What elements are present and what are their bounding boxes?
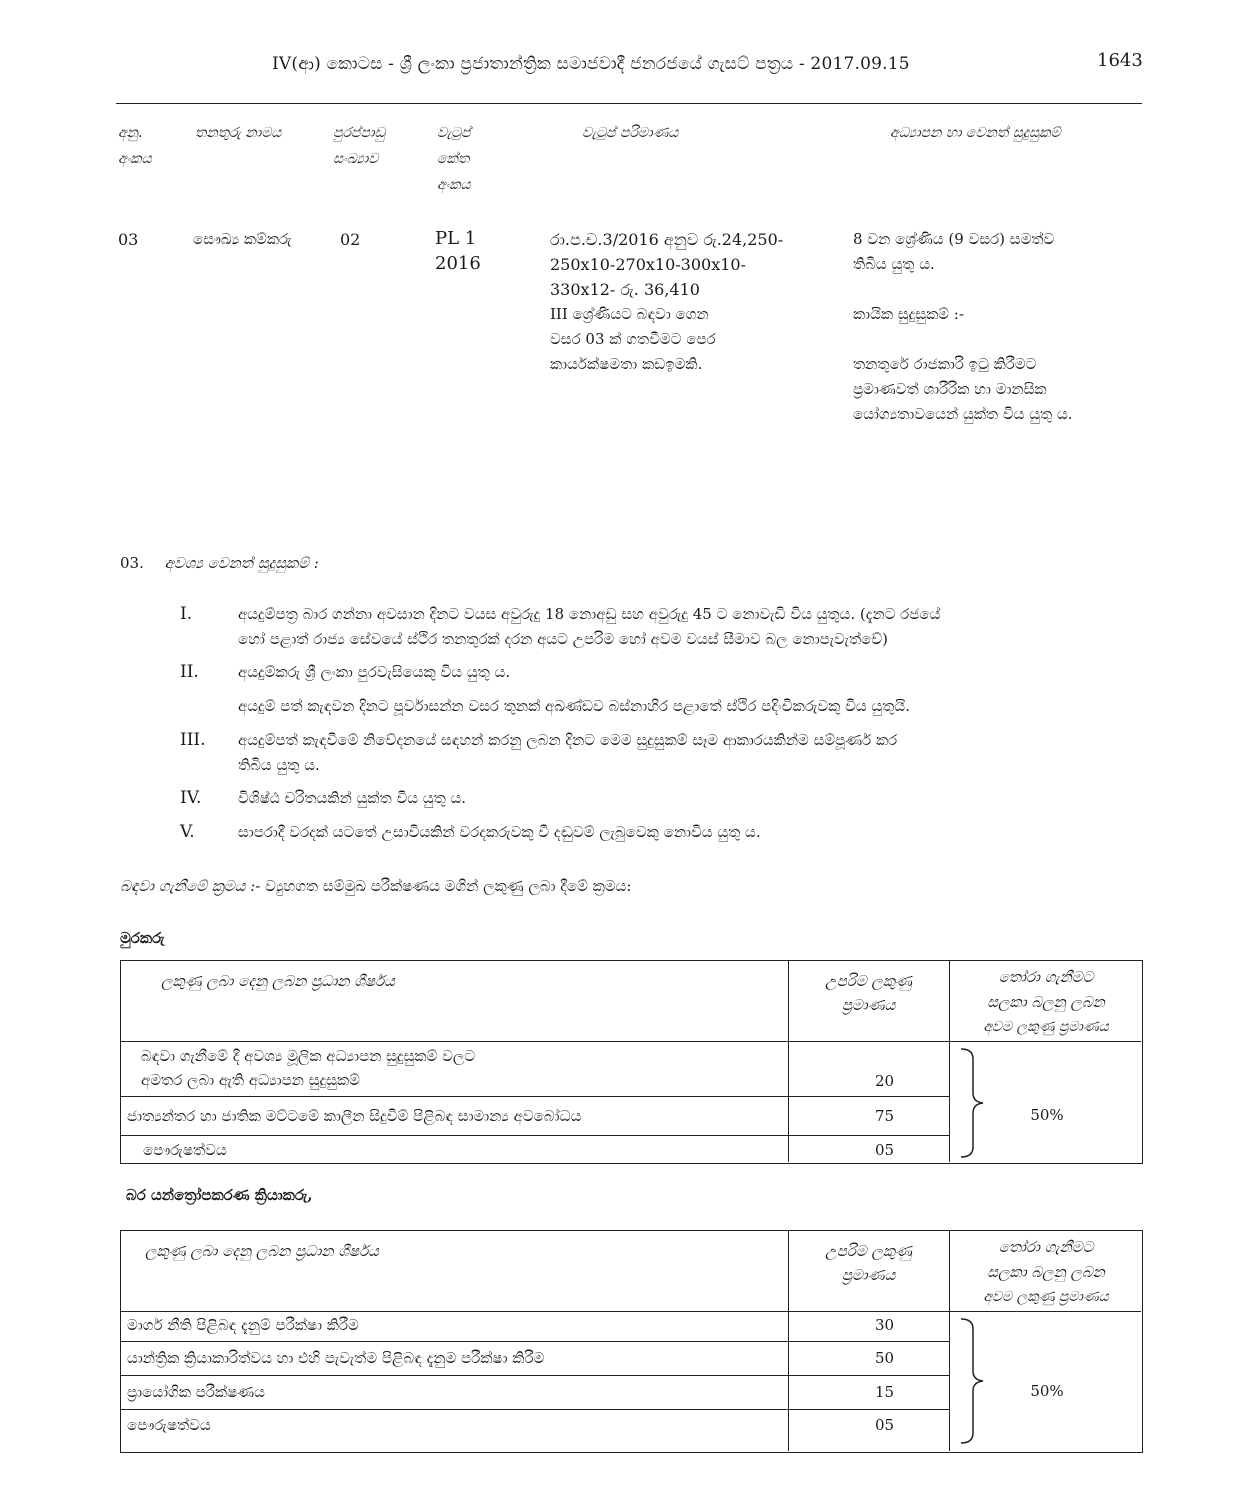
col-head-salary-code-line: වැටුප් — [437, 125, 471, 141]
row-marks: 05 — [874, 1141, 895, 1159]
row-subject-line: මාර්ග නීති පිළිබඳ දැනුම් පරීක්ෂා කිරීම — [127, 1316, 359, 1334]
vacancy-post-name: සෞඛ්‍ය කම්කරු — [193, 230, 292, 248]
col-head-qualifications — [890, 120, 1061, 146]
condition-text: තිබිය යුතු ය. — [238, 756, 320, 774]
row-subject — [127, 1413, 211, 1437]
salary-code-line: 2016 — [435, 253, 481, 274]
condition-numeral: IV. — [180, 788, 202, 808]
col-head-salary-code — [437, 120, 471, 198]
physical-line: යෝග්‍යතාවයෙන් යුක්ත විය යුතු ය. — [853, 405, 1073, 423]
salary-scale-line: රා.ප.ච.3/2016 අනුව රු.24,250- — [550, 230, 784, 249]
gazette-header-title: IV(ආ) කොටස - ශ්‍රී ලංකා ප්‍රජාතාන්ත්‍රික සමාජවාදී ජනරජයේ ගැසට් පත්‍රය - 2017.09.15 — [272, 54, 910, 74]
grouping-brace-icon — [957, 1317, 987, 1445]
section-title: අවශ්‍ය වෙනත් සුදුසුකම් : — [164, 554, 319, 572]
table-row-divider — [121, 1135, 949, 1136]
col-head-serial — [118, 120, 152, 172]
row-marks: 15 — [874, 1383, 895, 1401]
header-min-marks-line: සලකා බලනු ලබන — [987, 1263, 1105, 1281]
marks-table-watcher — [120, 960, 1143, 1164]
col-head-serial-line: අංකය — [118, 151, 152, 167]
section-number: 03. — [120, 554, 144, 572]
physical-qualifications-heading: කායික සුදුසුකම් :- — [853, 305, 964, 323]
header-min-marks — [949, 1235, 1143, 1310]
condition-numeral: II. — [180, 662, 199, 682]
col-head-qualifications-line: අධ්‍යාපන හා වෙනත් සුදුසුකම් — [890, 125, 1061, 141]
header-min-marks-line: අවම ලකුණු ප්‍රමාණය — [983, 1019, 1109, 1035]
col-head-post — [195, 120, 281, 146]
header-min-marks-line: සලකා බලනු ලබන — [987, 993, 1105, 1011]
col-head-salary-scale-line: වැටුප් පරිමාණය — [582, 125, 679, 141]
qualification-line: තිබිය යුතු ය. — [853, 255, 935, 273]
condition-text: හෝ පළාත් රාජ්‍ය සේවයේ ස්ථිර තනතුරක් දරන අයට උපරිම හෝ අවම වයස් සීමාව බල නොපැවැත්වේ) — [238, 630, 889, 648]
row-subject — [127, 1313, 359, 1337]
condition-numeral: III. — [180, 730, 206, 750]
row-subject-line: යාන්ත්‍රික ක්‍රියාකාරිත්වය හා එහි පැවැත්ම පිළිබඳ දැනුම පරීක්ෂා කිරීම — [127, 1349, 545, 1367]
table-row-divider — [121, 1096, 949, 1097]
physical-line: තනතුරේ රාජකාරි ඉටු කිරීමට — [853, 355, 1037, 373]
col-head-salary-code-line: කේත — [437, 151, 470, 167]
grouping-brace-icon — [957, 1047, 987, 1159]
col-head-serial-line: අනු. — [118, 125, 143, 141]
page-number: 1643 — [1097, 50, 1143, 71]
table-row-divider — [121, 1409, 949, 1410]
row-subject — [141, 1044, 475, 1092]
condition-numeral: V. — [180, 822, 195, 842]
col-head-vacancies-line: සංඛ්‍යාව — [333, 151, 379, 167]
col-head-salary-code-line: අංකය — [437, 177, 471, 193]
row-subject-line: පෞරුෂත්වය — [127, 1416, 211, 1434]
row-subject — [143, 1138, 227, 1162]
header-max-marks — [788, 1239, 949, 1287]
selection-method — [120, 877, 631, 895]
header-max-marks-line: උපරිම ලකුණු — [825, 1242, 912, 1260]
vacancy-serial: 03 — [118, 230, 139, 249]
header-max-marks-line: උපරිම ලකුණු — [825, 972, 912, 990]
header-max-marks-line: ප්‍රමාණය — [841, 1266, 896, 1284]
header-divider — [116, 103, 1142, 104]
condition-text: විශිෂ්ඨ චරිතයකින් යුක්ත විය යුතු ය. — [238, 789, 467, 807]
row-subject — [127, 1346, 544, 1370]
header-max-marks-line: ප්‍රමාණය — [841, 996, 896, 1014]
row-subject-line: ප්‍රායෝගික පරීක්ෂණය — [127, 1383, 265, 1401]
condition-text: සාපරාදී වරදක් යටතේ උසාවියකින් වරදකරුවකු වී දඬුවම් ලැබුවෙකු නොවිය යුතු ය. — [238, 823, 761, 841]
header-min-marks-line: අවම ලකුණු ප්‍රමාණය — [983, 1289, 1109, 1305]
row-marks: 30 — [874, 1316, 895, 1334]
salary-scale-line: III ශ්‍රේණියට බඳවා ගෙන — [550, 305, 709, 323]
col-head-vacancies-line: පුරප්පාඩු — [333, 125, 385, 141]
table-row-divider — [121, 1375, 949, 1376]
table-row-divider — [121, 1041, 1141, 1042]
salary-scale-line: වසර 03 ක් ගතවීමට පෙර — [550, 330, 716, 348]
vacancy-salary-scale — [550, 227, 783, 377]
row-marks: 05 — [874, 1416, 895, 1434]
col-head-post-line: තනතුරු නාමය — [195, 125, 282, 141]
table-row-divider — [121, 1341, 949, 1342]
row-subject-line: බඳවා ගැනීමේ දී අවශ්‍ය මූලික අධ්‍යාපන සුදුසුකම් වලට — [141, 1047, 476, 1065]
selection-method-label: බඳවා ගැනීමේ ක්‍රමය :- — [120, 877, 261, 895]
physical-qualifications-text — [853, 352, 1073, 427]
row-marks: 50 — [874, 1349, 895, 1367]
selection-method-text: ව්‍යුහගත සම්මුඛ පරීක්ෂණය මගින් ලකුණු ලබා දීමේ ක්‍රමය: — [265, 877, 632, 895]
row-subject-line: පෞරුෂත්වය — [143, 1141, 227, 1159]
minimum-marks-value: 50% — [1030, 1106, 1064, 1124]
row-subject-line: අමතර ලබා ඇති අධ්‍යාපන සුදුසුකම් — [141, 1071, 360, 1089]
qualification-line: 8 වන ශ්‍රේණිය (9 වසර) සමත්ව — [853, 230, 1055, 248]
condition-numeral: I. — [180, 604, 193, 624]
marks-table-title: මුරකරු — [120, 929, 165, 947]
header-min-marks-line: තෝරා ගැනීමට — [998, 1238, 1094, 1256]
col-head-salary-scale — [582, 120, 678, 146]
row-subject-line: ජාත්‍යන්තර හා ජාතික මට්ටමේ කාලීන සිදුවීම් පිළිබඳ සාමාන්‍ය අවබෝධය — [127, 1107, 582, 1125]
physical-line: ප්‍රමාණවත් ශාරීරික හා මානසික — [853, 380, 1047, 398]
other-qualifications-heading — [120, 554, 319, 572]
condition-text: අයදුම් පත් කැඳවන දිනට පූර්වාසන්න වසර තුනක් අඛණ්ඩව බස්නාහිර පළාතේ ස්ථිර පදිංචිකරුවකු විය යුතුයි. — [238, 697, 910, 715]
header-max-marks — [788, 969, 949, 1017]
header-subject: ලකුණු ලබා දෙනු ලබන ප්‍රධාන ශීර්ෂය — [145, 1242, 379, 1260]
condition-text: අයදුම්පත් කැඳවීමේ නිවේදනයේ සඳහන් කරනු ලබන දිනට මෙම සුදුසුකම් සෑම ආකාරයකින්ම සම්පූර්ණ කර — [238, 731, 898, 749]
row-subject — [127, 1380, 265, 1404]
salary-scale-line: කාර්යක්ෂමතා කඩඉමකි. — [550, 355, 703, 373]
marks-table-title: බර යන්ත්‍රෝපකරණ ක්‍රියාකරු, — [126, 1186, 313, 1204]
header-min-marks-line: තෝරා ගැනීමට — [998, 968, 1094, 986]
salary-scale-line: 250x10-270x10-300x10- — [550, 255, 746, 274]
row-marks: 20 — [874, 1072, 895, 1090]
header-subject: ලකුණු ලබා දෙනු ලබන ප්‍රධාන ශීර්ෂය — [161, 972, 395, 990]
table-row-divider — [121, 1311, 1141, 1312]
vacancy-qualifications — [853, 227, 1054, 277]
vacancy-salary-code — [435, 226, 481, 276]
col-head-vacancies — [333, 120, 385, 172]
header-min-marks — [949, 965, 1143, 1040]
salary-scale-line: 330x12- රු. 36,410 — [550, 280, 700, 299]
salary-code-line: PL 1 — [435, 228, 477, 249]
condition-text: අයදුම්පත්‍ර බාර ගන්නා අවසාන දිනට වයස අවුරුදු 18 නොඅඩු සහ අවුරුදු 45 ට නොවැඩි විය යුතුය. (දැනට රජයේ — [238, 605, 941, 623]
marks-table-operator — [120, 1230, 1143, 1453]
vacancy-count: 02 — [340, 230, 361, 249]
minimum-marks-value: 50% — [1030, 1382, 1064, 1400]
row-marks: 75 — [874, 1107, 895, 1125]
condition-text: අයදුම්කරු ශ්‍රී ලංකා පුරවැසියෙකු විය යුතු ය. — [238, 663, 511, 681]
row-subject — [127, 1104, 581, 1128]
